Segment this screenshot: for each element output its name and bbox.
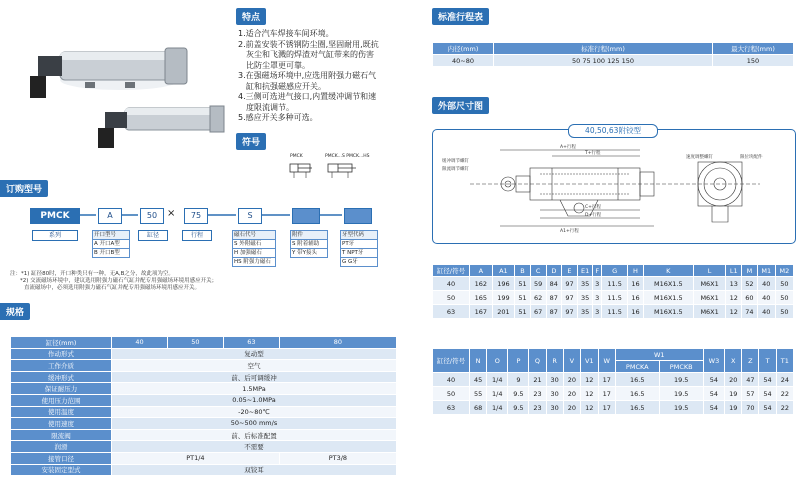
symbol-heading: 符号 [236, 133, 266, 150]
table-cell: 167 [470, 305, 493, 319]
table-cell: 17 [598, 401, 615, 415]
caption-stroke: 行程 [182, 230, 212, 241]
table-cell: M6X1 [693, 277, 726, 291]
table-cell: M16X1.5 [643, 305, 693, 319]
table-cell: 54 [703, 401, 724, 415]
table-cell: 55 [470, 387, 487, 401]
feature-line: 比防尘罩更可靠。 [246, 60, 310, 70]
table-cell: 51 [515, 305, 531, 319]
table-row [433, 373, 794, 387]
table-cell: 9 [508, 373, 529, 387]
table-cell: 16.5 [615, 401, 659, 415]
table-header-cell: E1 [577, 265, 593, 277]
thread-options [340, 230, 378, 267]
table-cell: 45 [470, 373, 487, 387]
caption-series: 系列 [32, 230, 78, 241]
table-cell: 63 [433, 305, 470, 319]
table-cell: 22 [776, 401, 793, 415]
accessory-option: S 附着辅助 [291, 239, 327, 248]
table-row [433, 387, 794, 401]
product-photo [30, 20, 230, 155]
table-cell: M16X1.5 [643, 291, 693, 305]
table-cell: 196 [492, 277, 515, 291]
table-cell: 11.5 [602, 291, 628, 305]
table-cell: 74 [742, 305, 758, 319]
table-cell: 19.5 [659, 401, 703, 415]
table-cell: 30 [546, 387, 563, 401]
table-cell: 40 [433, 373, 470, 387]
accessory-option: Y 带Y接头 [291, 248, 327, 257]
feature-line: 度限流调节。 [246, 102, 294, 112]
table-cell: 67 [530, 305, 546, 319]
callout: C+行程 [585, 205, 601, 210]
table-cell: 3 [593, 291, 602, 305]
table-cell: 1/4 [487, 373, 508, 387]
table-cell: 70 [742, 401, 759, 415]
table-header-cell: H [628, 265, 644, 277]
table-cell: 3 [593, 305, 602, 319]
code-bore: 50 [140, 208, 164, 224]
order-notes: 注：*1) 缸径80时，开口种类只有一种，无A,B之分，故此项为空。 *2) 交流磁场环境中，建议选用附强力磁石气缸并配专用强磁场环境用感应开关； 直流磁场中，必须选用附强力磁石气缸并配专用强磁场环境用感应开关。 [10, 271, 218, 291]
table-cell: 35 [577, 305, 593, 319]
table-cell: 54 [759, 401, 776, 415]
table-header-cell: L [693, 265, 726, 277]
table-header-cell: A1 [492, 265, 515, 277]
feature-line: 5.感应开关多种可选。 [238, 113, 318, 122]
table-cell: 20 [563, 387, 580, 401]
code-stroke: 75 [184, 208, 208, 224]
feature-line: 3.在强磁场环境中,应选用附强力磁石气 [238, 71, 377, 80]
table-cell: 162 [470, 277, 493, 291]
table-cell: 13 [726, 277, 742, 291]
table-cell: 50 [775, 277, 793, 291]
cylinder-dimension-drawing [440, 138, 790, 238]
opening-options [92, 230, 130, 258]
table-cell: 16 [628, 305, 644, 319]
features-list [238, 29, 388, 124]
table-cell: 30 [546, 373, 563, 387]
table-cell: 19 [725, 387, 742, 401]
features-heading: 特点 [236, 8, 266, 25]
table-cell: 16 [628, 277, 644, 291]
caption-accessory: 附件 [291, 231, 327, 239]
table-header-cell: 缸径/符号 [433, 265, 470, 277]
thread-option: G G牙 [341, 257, 377, 266]
table-cell: 54 [759, 373, 776, 387]
table-cell: 11.5 [602, 305, 628, 319]
table-cell: 87 [546, 291, 562, 305]
table-cell: 60 [742, 291, 758, 305]
table-cell: 12 [580, 401, 598, 415]
table-cell: 63 [433, 401, 470, 415]
caption-magnet: 磁石代号 [233, 231, 275, 239]
table-cell: 54 [759, 387, 776, 401]
magnet-option: HS 附强力磁石 [233, 257, 275, 266]
table-cell: 16.5 [615, 373, 659, 387]
table-cell: 1/4 [487, 401, 508, 415]
accessory-options [290, 230, 328, 258]
table-cell: M16X1.5 [643, 277, 693, 291]
table-cell: 20 [563, 401, 580, 415]
table-header-cell: B [515, 265, 531, 277]
callout: 限流调节螺钉 [442, 167, 469, 172]
table-header-cell: G [602, 265, 628, 277]
table-cell: 23 [529, 387, 546, 401]
table-cell: 40 [757, 291, 775, 305]
code-opening: A [98, 208, 122, 224]
table-cell: 17 [598, 373, 615, 387]
table-cell: 12 [580, 373, 598, 387]
callout: A+行程 [560, 145, 576, 150]
magnet-options [232, 230, 276, 267]
table-cell: 52 [742, 277, 758, 291]
table-cell: 40 [433, 277, 470, 291]
order-heading: 订购型号 [0, 180, 48, 197]
table-cell: 30 [546, 401, 563, 415]
table-cell: 50 [433, 291, 470, 305]
table-cell: M6X1 [693, 291, 726, 305]
table-cell: 50 [775, 305, 793, 319]
table-cell: 21 [529, 373, 546, 387]
table-header-cell: E [562, 265, 578, 277]
thread-option: PT牙 [341, 239, 377, 248]
feature-line: 2.前盖安装不锈钢防尘圈,坚固耐用,既抗 [238, 39, 379, 49]
table-header-cell: M2 [775, 265, 793, 277]
table-cell: 35 [577, 277, 593, 291]
table-cell: 50 [433, 387, 470, 401]
specs-table: 缸径(mm) 40 50 63 80 作动形式 复动型 工作介质 空气 缓冲形式 前、后可调缓冲 保证耐压力 1.5MPa 使用压力范围 0.05~1.0MPa 使用温度 -20~80℃ 使用速度 50~500 mm/s 限流阀 前、后标准配置 润滑 不需要 接管口径 PT1/4 PT3/8 安装固定型式 双铰耳 [10, 336, 397, 476]
table-cell: 68 [470, 401, 487, 415]
table-row [433, 291, 794, 305]
table-cell: 35 [577, 291, 593, 305]
table-cell: 12 [726, 305, 742, 319]
code-dashes [0, 200, 400, 230]
callout: 速度调整螺钉 [686, 155, 713, 160]
caption-bore: 缸径 [138, 230, 168, 241]
table-cell: M6X1 [693, 305, 726, 319]
table-row [433, 401, 794, 415]
table-cell: 165 [470, 291, 493, 305]
table-header-cell: L1 [726, 265, 742, 277]
opening-option: A 开口A型 [93, 239, 129, 248]
table-cell: 97 [562, 305, 578, 319]
feature-line: 4.三侧可选进气接口,内置缓冲调节和速 [238, 92, 377, 101]
pneumatic-symbol-icon [288, 160, 368, 190]
caption-thread: 牙型代码 [341, 231, 377, 239]
code-magnet: S [238, 208, 262, 224]
table-cell: 40 [757, 305, 775, 319]
table-cell: 16.5 [615, 387, 659, 401]
table-cell: 12 [580, 387, 598, 401]
dims-heading: 外部尺寸图 [432, 97, 489, 114]
table-cell: 59 [530, 277, 546, 291]
table-cell: 9.5 [508, 387, 529, 401]
callout: 缓冲调节螺钉 [442, 159, 469, 164]
table-header-cell: D [546, 265, 562, 277]
table-header-cell: M1 [757, 265, 775, 277]
table-cell: 9.5 [508, 401, 529, 415]
symbol-label-2: PMCK...S PMCK...HS [325, 154, 370, 159]
table-cell: 51 [515, 277, 531, 291]
table-row [433, 305, 794, 319]
table-cell: 57 [742, 387, 759, 401]
table-cell: 22 [776, 387, 793, 401]
table-cell: 12 [726, 291, 742, 305]
table-cell: 3 [593, 277, 602, 291]
magnet-option: H 加强磁石 [233, 248, 275, 257]
feature-line: 缸和抗强磁感应开关。 [246, 81, 326, 91]
callout: A1+行程 [560, 229, 579, 234]
feature-line: 灰尘和飞溅的焊渣对气缸带来的伤害 [246, 50, 374, 59]
thread-option: T NPT牙 [341, 248, 377, 257]
opening-option: B 开口B型 [93, 248, 129, 257]
table-cell: 24 [776, 373, 793, 387]
dims-table-2: 缸径/符号 N O P Q R V V1 W W1 W3 X Z T T1 PMCKA PMCKB 40 45 1/4 9 21 30 20 12 17 16.5 19.5 54 20 47 54 24 50 55 1/4 9.5 23 30 20 12 17 16.5 19.5 54 19 57 54 22 63 68 1/4 9.5 23 30 20 12 17 16.5 19.5 54 19 70 54 22 [432, 348, 794, 415]
table-cell: 19.5 [659, 387, 703, 401]
table-cell: 47 [742, 373, 759, 387]
callout: 限位块配件 [740, 155, 763, 160]
drawing-label: 40,50,63附铰型 [568, 124, 658, 138]
table-cell: 20 [563, 373, 580, 387]
table-cell: 20 [725, 373, 742, 387]
callout: D+行程 [585, 213, 602, 218]
specs-heading: 规格 [0, 303, 30, 320]
table-cell: 62 [530, 291, 546, 305]
symbol-label-1: PMCK [290, 154, 303, 159]
table-cell: 97 [562, 291, 578, 305]
magnet-option: S 外附磁石 [233, 239, 275, 248]
stroke-heading: 标准行程表 [432, 8, 489, 25]
caption-opening: 开口型号 [93, 231, 129, 239]
callout: T+行程 [585, 151, 601, 156]
table-cell: 16 [628, 291, 644, 305]
feature-line: 1.适合汽车焊接车间环境。 [238, 29, 334, 38]
table-cell: 11.5 [602, 277, 628, 291]
table-cell: 51 [515, 291, 531, 305]
table-cell: 87 [546, 305, 562, 319]
code-series: PMCK [30, 208, 80, 224]
table-header-cell: K [643, 265, 693, 277]
table-cell: 19 [725, 401, 742, 415]
table-cell: 54 [703, 387, 724, 401]
table-cell: 199 [492, 291, 515, 305]
dims-table-1 [432, 264, 794, 319]
table-cell: 17 [598, 387, 615, 401]
table-row [433, 277, 794, 291]
code-times: × [167, 208, 176, 219]
table-header-cell: A [470, 265, 493, 277]
table-header-cell: F [593, 265, 602, 277]
table-header-cell: C [530, 265, 546, 277]
table-cell: 50 [775, 291, 793, 305]
table-cell: 54 [703, 373, 724, 387]
table-cell: 1/4 [487, 387, 508, 401]
table-cell: 84 [546, 277, 562, 291]
table-cell: 97 [562, 277, 578, 291]
table-header-cell: M [742, 265, 758, 277]
table-cell: 19.5 [659, 373, 703, 387]
table-cell: 23 [529, 401, 546, 415]
stroke-table: 内径(mm) 标准行程(mm) 最大行程(mm) 40~80 50 75 100 125 150 150 [432, 42, 794, 67]
table-cell: 40 [757, 277, 775, 291]
table-cell: 201 [492, 305, 515, 319]
